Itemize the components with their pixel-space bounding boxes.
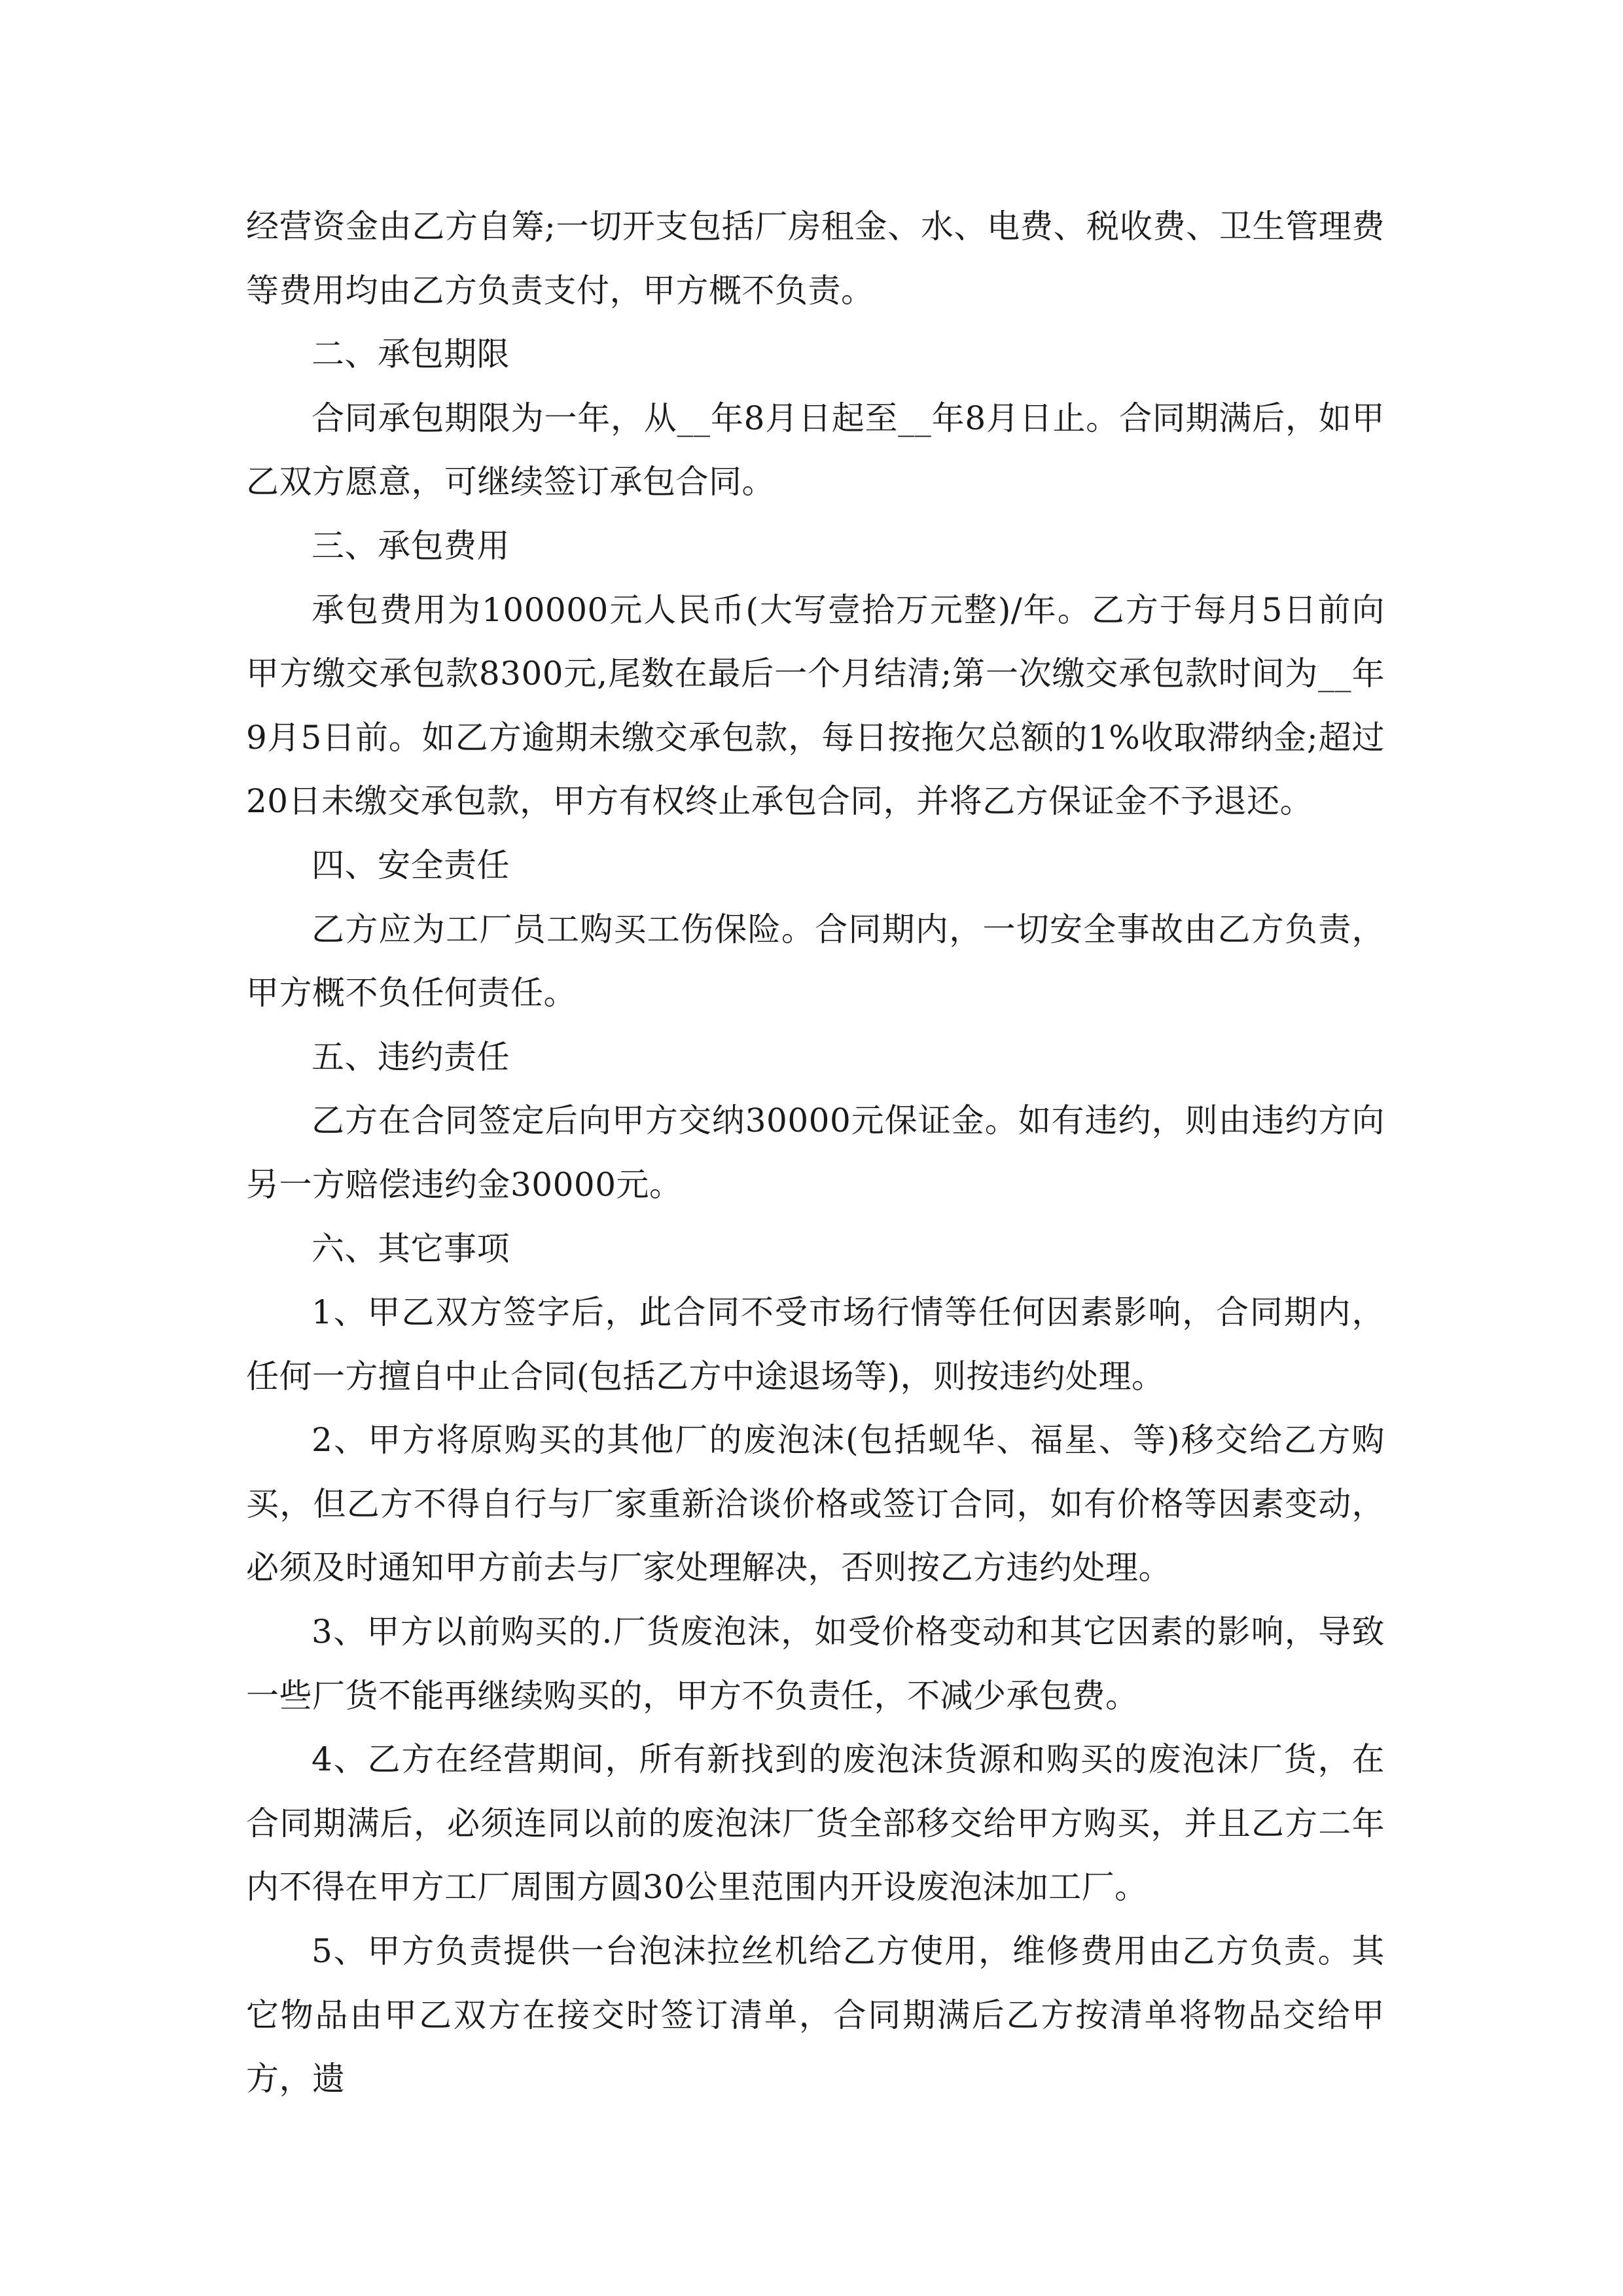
section-heading-breach: 五、违约责任 <box>312 1037 510 1076</box>
paragraph-term: 合同承包期限为一年，从__年8月日起至__年8月日止。合同期满后，如甲乙双方愿意，可继续签订承包合同。 <box>246 399 1385 501</box>
section-heading-fees: 三、承包费用 <box>312 526 510 565</box>
paragraph-safety: 乙方应为工厂员工购买工伤保险。合同期内，一切安全事故由乙方负责，甲方概不负任何责任。 <box>246 910 1385 1013</box>
section-heading-term: 二、承包期限 <box>312 335 510 374</box>
paragraph-other-item-1: 1、甲乙双方签字后，此合同不受市场行情等任何因素影响，合同期内，任何一方擅自中止合同(包括乙方中途退场等)，则按违约处理。 <box>246 1293 1385 1395</box>
paragraph-breach: 乙方在合同签定后向甲方交纳30000元保证金。如有违约，则由违约方向另一方赔偿违约金30000元。 <box>246 1102 1385 1204</box>
document-body <box>246 195 1385 2111</box>
section-heading-other: 六、其它事项 <box>312 1229 510 1268</box>
paragraph-other-item-4: 4、乙方在经营期间，所有新找到的废泡沫货源和购买的废泡沫厂货，在合同期满后，必须连同以前的废泡沫厂货全部移交给甲方购买，并且乙方二年内不得在甲方工厂周围方圆30公里范围内开设废泡沫加工厂。 <box>246 1740 1385 1907</box>
paragraph-other-item-5: 5、甲方负责提供一台泡沫拉丝机给乙方使用，维修费用由乙方负责。其它物品由甲乙双方在接交时签订清单，合同期满后乙方按清单将物品交给甲方，遗 <box>246 1932 1385 2098</box>
paragraph-other-item-3: 3、甲方以前购买的.厂货废泡沫，如受价格变动和其它因素的影响，导致一些厂货不能再继续购买的，甲方不负责任，不减少承包费。 <box>246 1613 1385 1715</box>
section-heading-safety: 四、安全责任 <box>312 846 510 884</box>
paragraph-other-item-2: 2、甲方将原购买的其他厂的废泡沫(包括蚬华、福星、等)移交给乙方购买，但乙方不得自行与厂家重新洽谈价格或签订合同，如有价格等因素变动，必须及时通知甲方前去与厂家处理解决，否则按乙方违约处理。 <box>246 1421 1385 1587</box>
paragraph-operating-funds: 经营资金由乙方自筹;一切开支包括厂房租金、水、电费、税收费、卫生管理费等费用均由乙方负责支付，甲方概不负责。 <box>246 207 1385 310</box>
paragraph-fees: 承包费用为100000元人民币(大写壹拾万元整)/年。乙方于每月5日前向甲方缴交承包款8300元,尾数在最后一个月结清;第一次缴交承包款时间为__年9月5日前。如乙方逾期未缴交承包款，每日按拖欠总额的1%收取滞纳金;超过20日未缴交承包款，甲方有权终止承包合同，并将乙方保证金不予退还。 <box>246 590 1385 821</box>
